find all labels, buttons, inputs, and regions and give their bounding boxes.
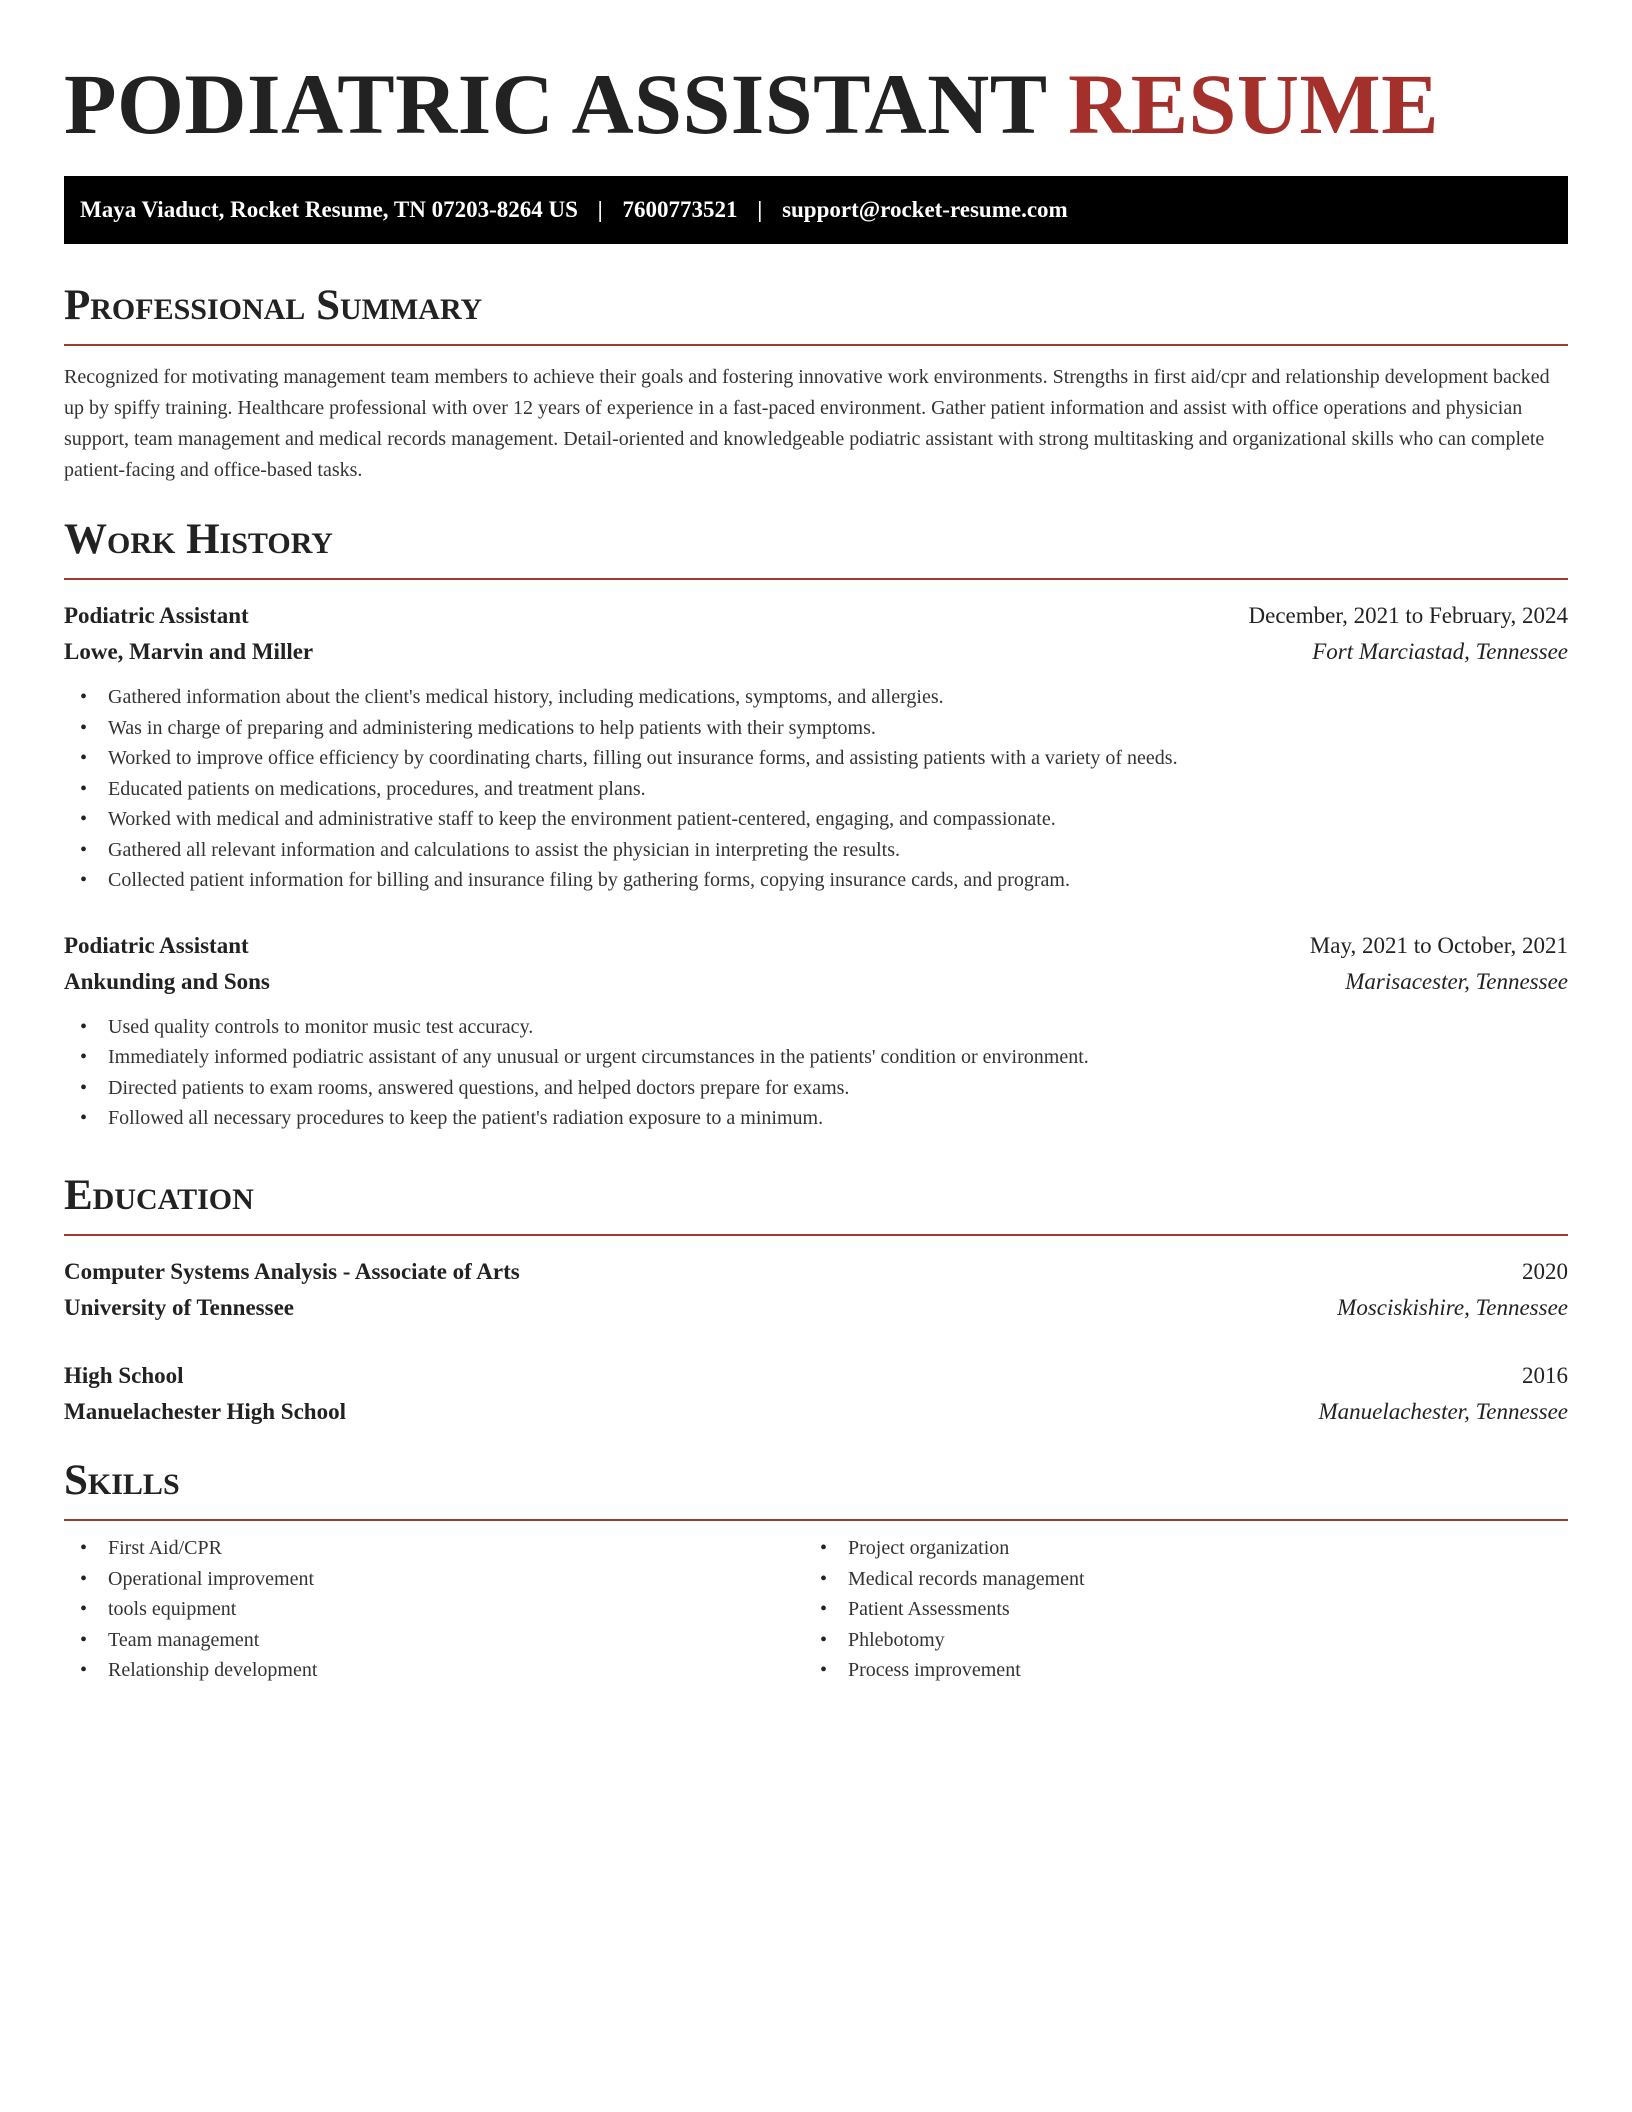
- education-entry: [64, 1358, 1568, 1430]
- skill-item: • Relationship development: [80, 1655, 804, 1686]
- job-bullet: • Followed all necessary procedures to keep the patient's radiation exposure to a minimum.: [80, 1103, 1568, 1134]
- job-bullets: [64, 682, 1568, 896]
- education-degree: Computer Systems Analysis - Associate of Arts: [64, 1259, 520, 1284]
- education-year: 2020: [1522, 1259, 1568, 1284]
- contact-bar: [64, 176, 1568, 244]
- job-dates: May, 2021 to October, 2021: [1309, 932, 1568, 958]
- job-entry: [64, 598, 1568, 896]
- job-company: Lowe, Marvin and Miller: [64, 639, 314, 664]
- title-main: PODIATRIC ASSISTANT: [64, 56, 1047, 152]
- job-bullet: • Worked to improve office efficiency by coordinating charts, filling out insurance forms, and assisting patients with a variety of needs.: [80, 743, 1568, 774]
- skill-item: • Phlebotomy: [820, 1625, 1544, 1656]
- skill-item: • Medical records management: [820, 1564, 1544, 1595]
- skill-item: • Patient Assessments: [820, 1594, 1544, 1625]
- job-bullet: • Educated patients on medications, procedures, and treatment plans.: [80, 774, 1568, 805]
- skills-column-left: [64, 1533, 804, 1686]
- skills-column-right: [804, 1533, 1544, 1686]
- job-title: Podiatric Assistant: [64, 603, 249, 628]
- title-accent: RESUME: [1068, 56, 1440, 152]
- skills-section: [64, 1455, 1568, 1686]
- skill-item: • Team management: [80, 1625, 804, 1656]
- job-bullets: [64, 1012, 1568, 1134]
- job-dates: December, 2021 to February, 2024: [1248, 603, 1568, 628]
- work-history-heading: Work History: [64, 514, 1568, 580]
- education-year: 2016: [1522, 1363, 1568, 1388]
- job-bullet: • Collected patient information for billing and insurance filing by gathering forms, copying insurance cards, and program.: [80, 865, 1568, 896]
- summary-heading: Professional Summary: [64, 280, 1568, 346]
- skills-heading: Skills: [64, 1455, 1568, 1521]
- job-entry: [64, 928, 1568, 1134]
- education-school: Manuelachester High School: [64, 1399, 346, 1424]
- summary-section: [64, 280, 1568, 486]
- contact-phone: 7600773521: [622, 197, 738, 222]
- contact-address: Maya Viaduct, Rocket Resume, TN 07203-8264 US: [80, 197, 578, 222]
- skill-item: • Project organization: [820, 1533, 1544, 1564]
- education-location: Mosciskishire, Tennessee: [1337, 1295, 1568, 1320]
- skill-item: • tools equipment: [80, 1594, 804, 1625]
- education-entry: [64, 1254, 1568, 1326]
- education-heading: Education: [64, 1170, 1568, 1236]
- resume-title: [64, 54, 1439, 154]
- job-bullet: • Directed patients to exam rooms, answered questions, and helped doctors prepare for exams.: [80, 1073, 1568, 1104]
- job-bullet: • Gathered all relevant information and calculations to assist the physician in interpreting the results.: [80, 835, 1568, 866]
- education-school: University of Tennessee: [64, 1295, 294, 1320]
- skill-item: • First Aid/CPR: [80, 1533, 804, 1564]
- job-bullet: • Gathered information about the client's medical history, including medications, symptoms, and allergies.: [80, 682, 1568, 713]
- education-location: Manuelachester, Tennessee: [1318, 1399, 1568, 1424]
- job-bullet: • Immediately informed podiatric assistant of any unusual or urgent circumstances in the patients' condition or environment.: [80, 1042, 1568, 1073]
- job-location: Fort Marciastad, Tennessee: [1312, 639, 1568, 664]
- contact-separator: |: [757, 197, 763, 222]
- job-company: Ankunding and Sons: [64, 968, 270, 994]
- job-bullet: • Worked with medical and administrative staff to keep the environment patient-centered, engaging, and compassionate.: [80, 804, 1568, 835]
- job-location: Marisacester, Tennessee: [1345, 968, 1568, 994]
- job-bullet: • Was in charge of preparing and administering medications to help patients with their symptoms.: [80, 713, 1568, 744]
- skill-item: • Operational improvement: [80, 1564, 804, 1595]
- job-title: Podiatric Assistant: [64, 932, 249, 958]
- job-bullet: • Used quality controls to monitor music test accuracy.: [80, 1012, 1568, 1043]
- contact-email[interactable]: support@rocket-resume.com: [782, 197, 1068, 222]
- skill-item: • Process improvement: [820, 1655, 1544, 1686]
- work-history-section: [64, 514, 1568, 1134]
- education-degree: High School: [64, 1363, 184, 1388]
- skills-grid: [64, 1533, 1568, 1686]
- contact-separator: |: [597, 197, 603, 222]
- summary-text: Recognized for motivating management team members to achieve their goals and fostering innovative work environments. Strengths in first aid/cpr and relationship development backed up by spiffy training. Healthcare professional with over 12 years of experience in a fast-paced environment. Gather patient information and assist with office operations and physician support, team management and medical records management. Detail-oriented and knowledgeable podiatric assistant with strong multitasking and organizational skills who can complete patient-facing and office-based tasks.: [64, 366, 1550, 481]
- education-section: [64, 1170, 1568, 1430]
